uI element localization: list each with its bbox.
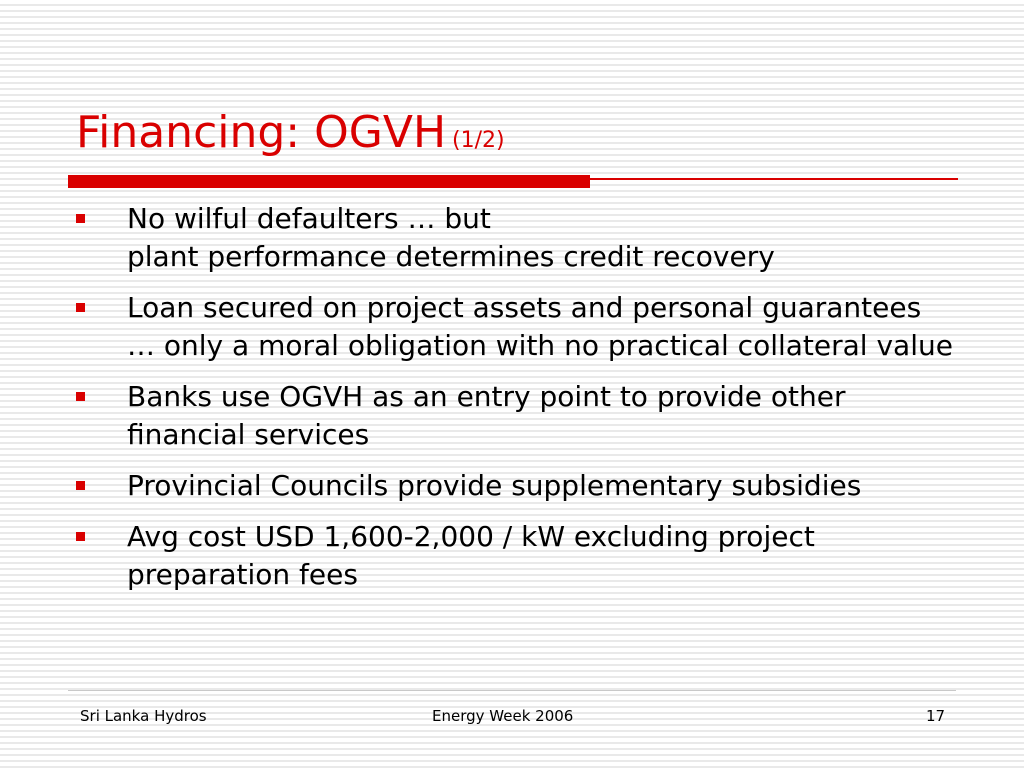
slide-title-main: Financing: OGVH bbox=[76, 107, 447, 158]
bullet-text: Provincial Councils provide supplementary subsidies bbox=[127, 469, 862, 502]
title-underline-thick bbox=[68, 175, 590, 188]
footer-presentation-name: Sri Lanka Hydros bbox=[80, 707, 207, 725]
slide-title-subtitle: (1/2) bbox=[452, 128, 505, 153]
bullet-text: Loan secured on project assets and personal guarantees … only a moral obligation with no practical collateral value bbox=[127, 291, 953, 362]
footer-event-name: Energy Week 2006 bbox=[432, 707, 574, 725]
square-bullet-icon bbox=[76, 214, 85, 223]
bullet-item bbox=[76, 289, 956, 365]
footer-page-number: 17 bbox=[926, 707, 946, 725]
slide-title bbox=[76, 103, 505, 171]
square-bullet-icon bbox=[76, 303, 85, 312]
title-underline-thin bbox=[590, 178, 958, 180]
square-bullet-icon bbox=[76, 481, 85, 490]
bullet-item bbox=[76, 467, 956, 505]
footer-divider bbox=[68, 690, 956, 691]
bullet-text: Banks use OGVH as an entry point to provide other financial services bbox=[127, 380, 846, 451]
bullet-text-line: No wilful defaulters … but bbox=[127, 202, 491, 235]
square-bullet-icon bbox=[76, 532, 85, 541]
square-bullet-icon bbox=[76, 392, 85, 401]
bullet-item bbox=[76, 518, 956, 594]
bullet-item bbox=[76, 378, 956, 454]
bullet-text-line: plant performance determines credit recovery bbox=[127, 240, 775, 273]
bullet-item bbox=[76, 200, 956, 276]
bullet-text: Avg cost USD 1,600-2,000 / kW excluding project preparation fees bbox=[127, 520, 815, 591]
bullet-list bbox=[76, 200, 956, 607]
